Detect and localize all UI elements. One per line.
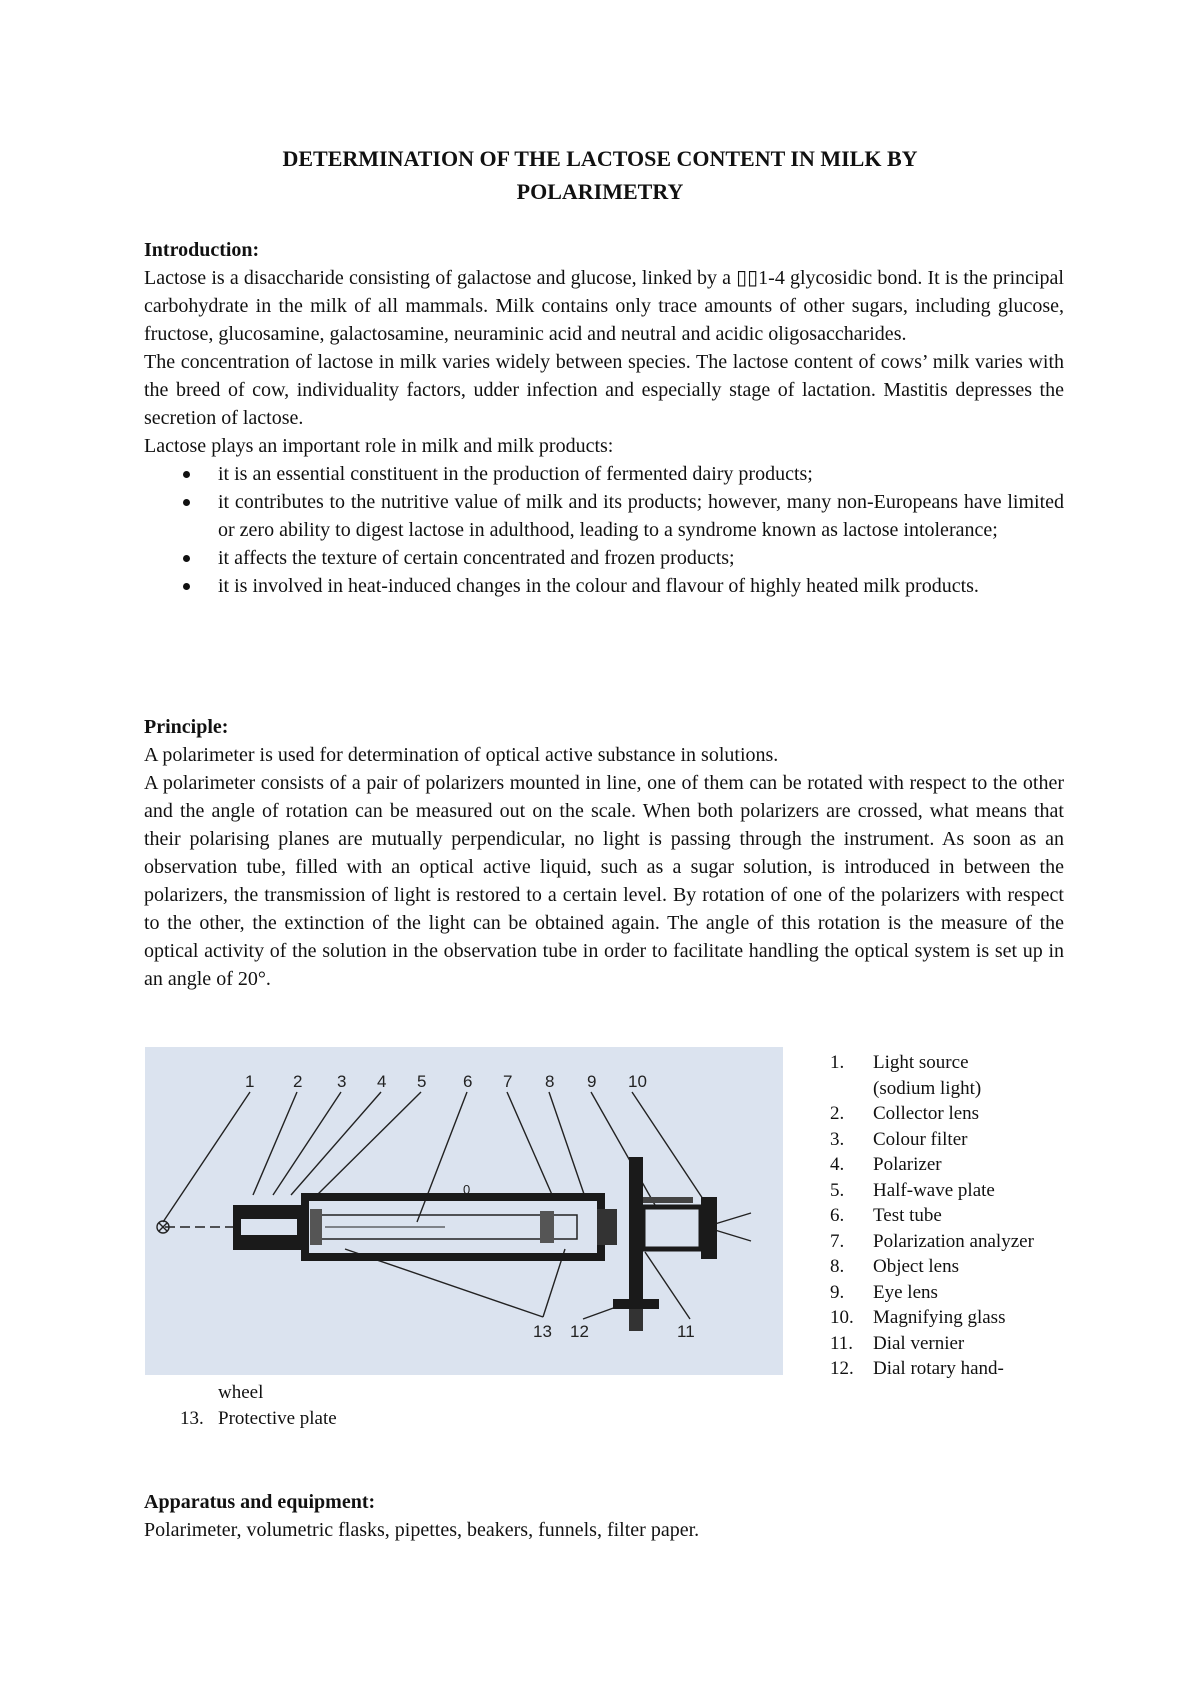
polarimeter-diagram-svg: [145, 1047, 783, 1375]
principle-section: [144, 713, 1064, 993]
title-line-1: DETERMINATION OF THE LACTOSE CONTENT IN MILK BY: [282, 146, 918, 171]
legend-item: 10. Magnifying glass: [830, 1307, 1006, 1328]
list-item: it is involved in heat-induced changes in the colour and flavour of highly heated milk products.: [144, 572, 1064, 600]
diagram-label-10: 10: [628, 1072, 647, 1091]
diagram-label-9: 9: [587, 1072, 597, 1091]
diagram-label-6: 6: [463, 1072, 473, 1091]
diagram-legend: [830, 1050, 1090, 1382]
polarimeter-diagram: [145, 1047, 783, 1375]
legend-item: 9. Eye lens: [830, 1281, 938, 1303]
legend-item: 11. Dial vernier: [830, 1332, 965, 1354]
introduction-paragraph-3: Lactose plays an important role in milk and milk products:: [144, 435, 614, 457]
title-line-2: POLARIMETRY: [516, 179, 684, 204]
list-item: it is an essential constituent in the production of fermented dairy products;: [144, 460, 1064, 488]
bullet-icon: [183, 499, 190, 506]
principle-heading: Principle:: [144, 716, 229, 738]
legend-item: 6. Test tube: [830, 1205, 942, 1226]
legend-item: 4. Polarizer: [830, 1154, 942, 1175]
diagram-label-12: 12: [570, 1322, 589, 1341]
introduction-section: [144, 236, 1064, 600]
legend-item: 1. Light source: [830, 1052, 969, 1073]
diagram-legend-continued: [180, 1380, 580, 1432]
diagram-label-5: 5: [417, 1072, 427, 1091]
introduction-paragraph-1: Lactose is a disaccharide consisting of galactose and glucose, linked by a ▯▯1-4 glycosidic bond. It is the principal carbohydrate in the milk of all mammals. Milk contains only trace amounts of other sugars, including glucose, fructose, glucosamine, galactosamine, neuraminic acid and neutral and acidic oligosaccharides.: [144, 267, 1064, 345]
diagram-tube-mark: 0: [463, 1182, 471, 1197]
legend-item: 3. Colour filter: [830, 1128, 968, 1150]
apparatus-heading: Apparatus and equipment:: [144, 1491, 376, 1513]
principle-paragraph-2: A polarimeter consists of a pair of polarizers mounted in line, one of them can be rotated with respect to the other and the angle of rotation can be measured out on the scale. When both polarizers are crossed, what means that their polarising planes are mutually perpendicular, no light is passing through the instrument. As soon as an observation tube, filled with an optical active liquid, such as a sugar solution, is introduced in between the polarizers, the transmission of light is restored to a certain level. By rotation of one of the polarizers with respect to the other, the extinction of the light can be obtained again. The angle of this rotation is the measure of the optical activity of the solution in the observation tube in order to facilitate handling the optical system is set up in an angle of 20°.: [144, 772, 1064, 990]
diagram-label-7: 7: [503, 1072, 513, 1091]
legend-item: 8. Object lens: [830, 1256, 960, 1277]
diagram-label-1: 1: [245, 1072, 255, 1091]
principle-paragraph-1: A polarimeter is used for determination of optical active substance in solutions.: [144, 744, 779, 766]
legend-item: 13. Protective plate: [180, 1408, 337, 1429]
apparatus-text: Polarimeter, volumetric flasks, pipettes, beakers, funnels, filter paper.: [144, 1519, 700, 1541]
legend-item: (sodium light): [873, 1077, 982, 1099]
legend-item: 7. Polarization analyzer: [830, 1230, 1034, 1252]
introduction-heading: Introduction:: [144, 239, 260, 261]
diagram-label-8: 8: [545, 1072, 555, 1091]
diagram-label-3: 3: [337, 1072, 347, 1091]
bullet-icon: [183, 583, 190, 590]
diagram-label-4: 4: [377, 1072, 387, 1091]
legend-item: 5. Half-wave plate: [830, 1179, 995, 1201]
legend-continuation: wheel: [218, 1382, 264, 1403]
lactose-roles-list: [144, 460, 1064, 600]
list-item: it affects the texture of certain concentrated and frozen products;: [144, 544, 1064, 572]
bullet-icon: [183, 555, 190, 562]
diagram-label-13: 13: [533, 1322, 552, 1341]
diagram-label-2: 2: [293, 1072, 303, 1091]
diagram-label-11: 11: [677, 1322, 695, 1341]
introduction-paragraph-2: The concentration of lactose in milk varies widely between species. The lactose content of cows’ milk varies with the breed of cow, individuality factors, udder infection and especially stage of lactation. Mastitis depresses the secretion of lactose.: [144, 351, 1064, 429]
legend-item: 12. Dial rotary hand-: [830, 1358, 1004, 1379]
list-item: it contributes to the nutritive value of milk and its products; however, many non-Europeans have limited or zero ability to digest lactose in adulthood, leading to a syndrome known as lactose intolerance;: [144, 488, 1064, 544]
apparatus-section: [144, 1488, 1064, 1544]
document-title: [140, 142, 1060, 208]
legend-item: 2. Collector lens: [830, 1103, 980, 1124]
bullet-icon: [183, 471, 190, 478]
